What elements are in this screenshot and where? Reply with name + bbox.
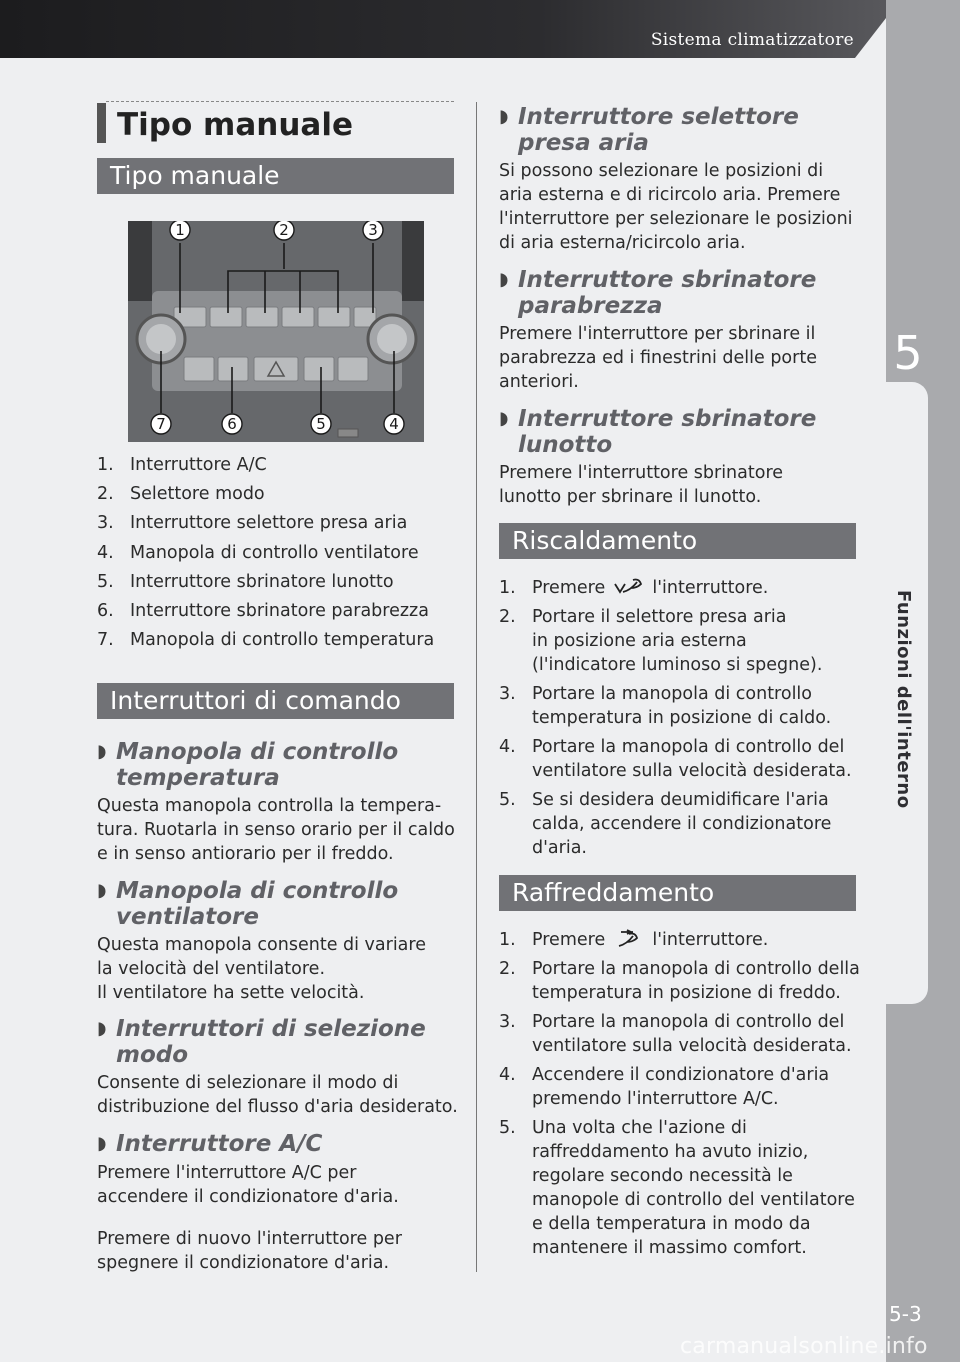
list-item: 5. Se si desidera deumidificare l'aria calda, accendere il condizionatore d'aria. [499, 790, 832, 858]
para-temp-knob: Questa manopola controlla la tempera- tura. Ruotarla in senso orario per il caldo e in senso antiorario per il freddo. [97, 796, 455, 864]
bullet-icon: ◗ [499, 408, 509, 429]
subheading-ac: ◗ Interruttore A/C [97, 1131, 323, 1157]
callout-7: 7 [156, 415, 166, 433]
list-item: 3. Portare la manopola di controllo del ventilatore sulla velocità desiderata. [499, 1012, 852, 1056]
watermark: carmanualsonline.info [680, 1334, 928, 1359]
heading-bar [97, 103, 106, 143]
column-divider [476, 102, 477, 1272]
heating-steps [499, 576, 864, 865]
heading-rule [106, 101, 454, 102]
figure-legend [97, 451, 457, 655]
para-ac-2: Premere di nuovo l'interruttore per spegnere il condizionatore d'aria. [97, 1229, 402, 1273]
bullet-icon: ◗ [97, 1018, 107, 1039]
list-item: 4. Portare la manopola di controllo del ventilatore sulla velocità desiderata. [499, 737, 852, 781]
band-tipo-manuale: Tipo manuale [97, 158, 454, 194]
control-panel-figure [128, 221, 424, 442]
subheading-air-intake: ◗ Interruttore selettore presa aria [499, 104, 799, 156]
para-rear-window: Premere l'interruttore sbrinatore lunotto per sbrinare il lunotto. [499, 463, 784, 507]
list-item: 3. Portare la manopola di controllo temperatura in posizione di caldo. [499, 684, 832, 728]
para-fan-knob: Questa manopola consente di variare la velocità del ventilatore. Il ventilatore ha sette velocità. [97, 935, 426, 1003]
para-ac-1: Premere l'interruttore A/C per accendere il condizionatore d'aria. [97, 1163, 399, 1207]
subheading-temp-knob: ◗ Manopola di controllo temperatura [97, 739, 399, 791]
subheading-windshield: ◗ Interruttore sbrinatore parabrezza [499, 267, 817, 319]
main-heading-text: Tipo manuale [117, 107, 353, 143]
bullet-icon: ◗ [97, 880, 107, 901]
subheading-rear-window: ◗ Interruttore sbrinatore lunotto [499, 406, 817, 458]
callout-5: 5 [316, 415, 326, 433]
bullet-icon: ◗ [97, 1133, 107, 1154]
face-mode-icon [611, 928, 647, 948]
subheading-mode: ◗ Interruttori di selezione modo [97, 1016, 426, 1068]
control-panel-illustration [128, 221, 424, 442]
cooling-steps [499, 928, 864, 1265]
list-item: 1. Premere l'interruttore. [499, 578, 769, 598]
bullet-icon: ◗ [97, 741, 107, 762]
list-item: 5. Una volta che l'azione di raffreddamento ha avuto inizio, regolare secondo necessità le manopole di controllo del ventilatore e della temperatura in modo da mantenere il massimo comfort. [499, 1118, 855, 1258]
band-interruttori: Interruttori di comando [97, 683, 454, 719]
chapter-number: 5 [893, 326, 923, 380]
callout-2: 2 [279, 221, 289, 239]
para-air-intake: Si possono selezionare le posizioni di aria esterna e di ricircolo aria. Premere l'interruttore per selezionare le posizioni di aria esterna/ricircolo aria. [499, 161, 853, 253]
callout-3: 3 [368, 221, 378, 239]
para-mode: Consente di selezionare il modo di distribuzione del flusso d'aria desiderato. [97, 1073, 458, 1117]
bullet-icon: ◗ [499, 106, 509, 127]
list-item: 2. Portare la manopola di controllo della temperatura in posizione di freddo. [499, 959, 860, 1003]
legend-item: 6. Interruttore sbrinatore parabrezza [97, 601, 429, 622]
section-title: Sistema climatizzatore [650, 30, 854, 50]
main-heading [97, 101, 454, 143]
legend-item: 5. Interruttore sbrinatore lunotto [97, 571, 394, 592]
band-riscaldamento: Riscaldamento [499, 523, 856, 559]
chapter-title: Funzioni dell'interno [893, 590, 914, 809]
subheading-fan-knob: ◗ Manopola di controllo ventilatore [97, 878, 399, 930]
list-item: 2. Portare il selettore presa aria in posizione aria esterna (l'indicatore luminoso si spegne). [499, 607, 823, 675]
legend-item: 1. Interruttore A/C [97, 455, 267, 475]
callout-1: 1 [175, 221, 185, 239]
legend-item: 3. Interruttore selettore presa aria [97, 513, 408, 534]
legend-item: 7. Manopola di controllo temperatura [97, 630, 435, 651]
floor-mode-icon [611, 576, 647, 596]
band-raffreddamento: Raffreddamento [499, 875, 856, 911]
list-item: 4. Accendere il condizionatore d'aria premendo l'interruttore A/C. [499, 1065, 830, 1109]
callout-4: 4 [389, 415, 399, 433]
list-item: 1. Premere l'interruttore. [499, 930, 769, 950]
legend-item: 4. Manopola di controllo ventilatore [97, 542, 419, 563]
page-number: 5-3 [889, 1302, 922, 1326]
para-windshield: Premere l'interruttore per sbrinare il parabrezza ed i finestrini delle porte anteriori. [499, 324, 817, 392]
bullet-icon: ◗ [499, 269, 509, 290]
callout-6: 6 [227, 415, 237, 433]
legend-item: 2. Selettore modo [97, 484, 265, 505]
